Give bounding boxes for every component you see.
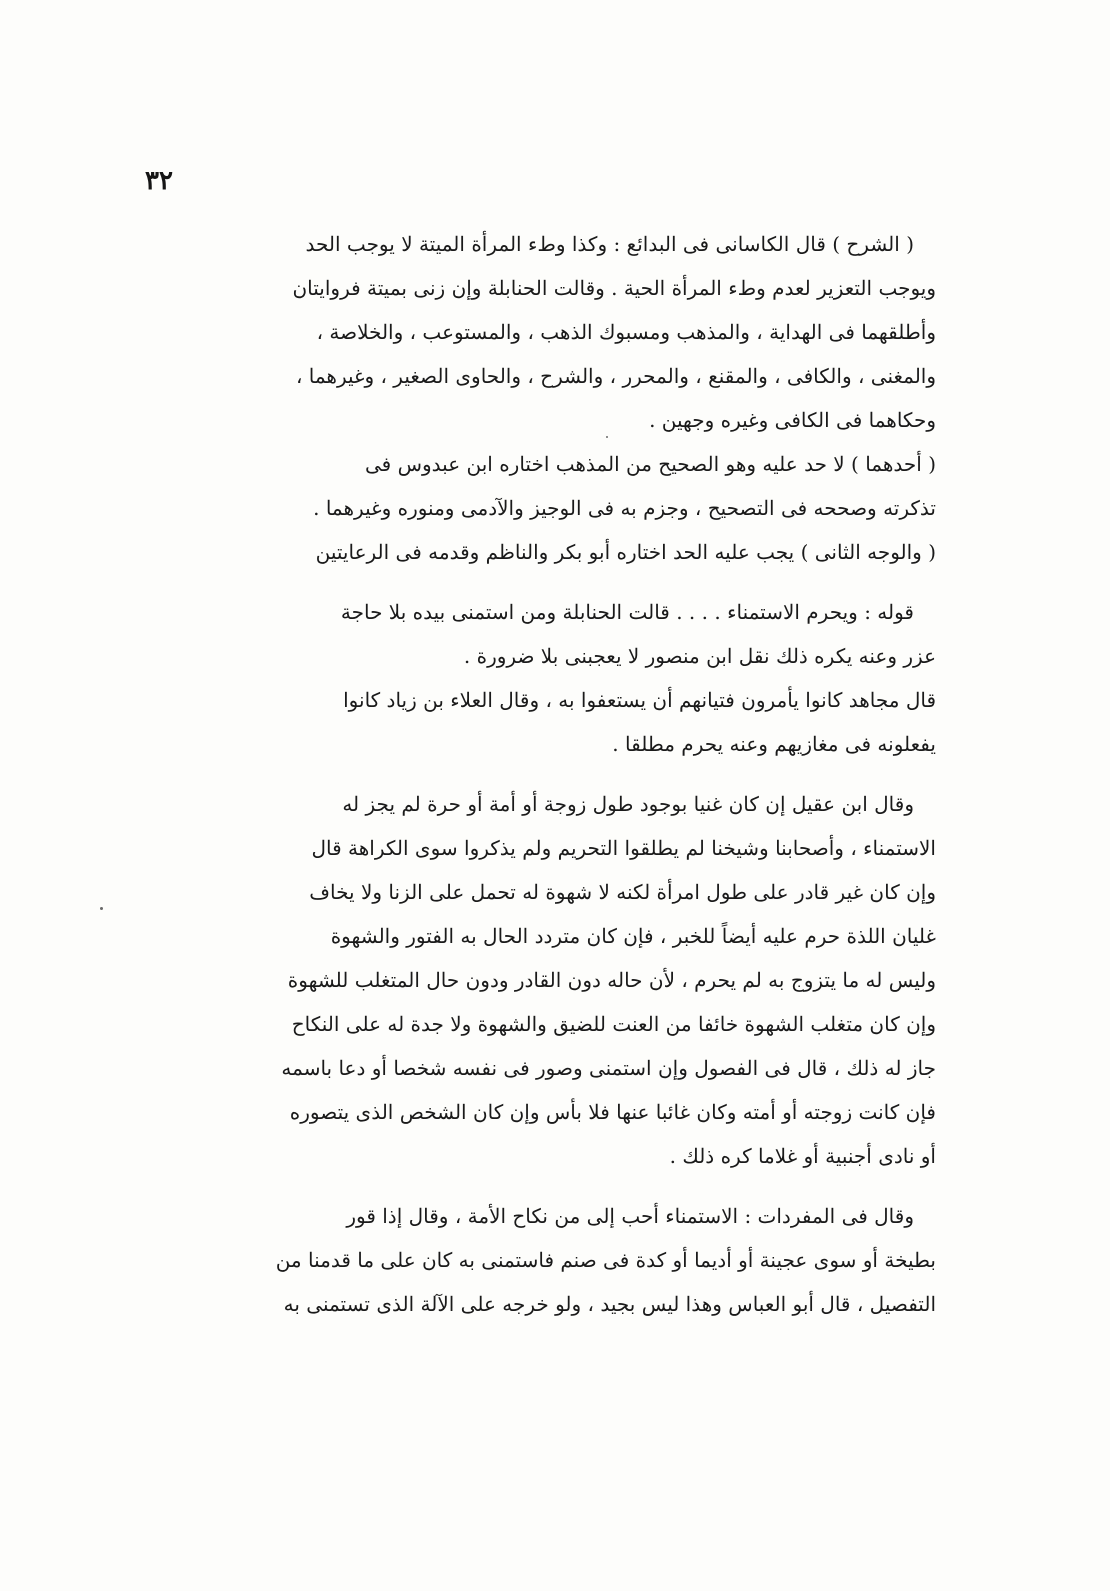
text-line: وإن كان غير قادر على طول امرأة لكنه لا شهوة له تحمل على الزنا ولا يخاف (309, 880, 936, 904)
text-line: غليان اللذة حرم عليه أيضاً للخبر ، فإن كان متردد الحال به الفتور والشهوة (330, 924, 936, 948)
text-line: وقال ابن عقيل إن كان غنيا بوجود طول زوجة أو أمة أو حرة لم يجز له (342, 792, 914, 816)
page-number: ٣٢ (145, 166, 173, 196)
text-line: ( والوجه الثانى ) يجب عليه الحد اختاره أبو بكر والناظم وقدمه فى الرعايتين (315, 540, 936, 564)
text-line: يفعلونه فى مغازيهم وعنه يحرم مطلقا . (612, 732, 936, 756)
text-line: أو نادى أجنبية أو غلاما كره ذلك . (669, 1144, 936, 1168)
text-line: قوله : ويحرم الاستمناء . . . . قالت الحنابلة ومن استمنى بيده بلا حاجة (340, 600, 914, 624)
text-line: وليس له ما يتزوج به لم يحرم ، لأن حاله دون القادر ودون حال المتغلب للشهوة (287, 968, 936, 992)
text-line: وحكاهما فى الكافى وغيره وجهين . (649, 408, 936, 432)
text-line: قال مجاهد كانوا يأمرون فتيانهم أن يستعفوا به ، وقال العلاء بن زياد كانوا (343, 688, 936, 712)
scan-speck (100, 907, 103, 910)
text-line: والمغنى ، والكافى ، والمقنع ، والمحرر ، والشرح ، والحاوى الصغير ، وغيرهما ، (295, 364, 936, 388)
text-line: فإن كانت زوجته أو أمته وكان غائبا عنها فلا بأس وإن كان الشخص الذى يتصوره (289, 1100, 936, 1124)
text-line: وإن كان متغلب الشهوة خائفا من العنت للضيق والشهوة ولا جدة له على النكاح (291, 1012, 936, 1036)
text-line: وقال فى المفردات : الاستمناء أحب إلى من نكاح الأمة ، وقال إذا قور (346, 1204, 914, 1228)
text-line: وأطلقهما فى الهداية ، والمذهب ومسبوك الذهب ، والمستوعب ، والخلاصة ، (316, 320, 936, 344)
text-line: ( أحدهما ) لا حد عليه وهو الصحيح من المذهب اختاره ابن عبدوس فى (365, 452, 936, 476)
text-line: ويوجب التعزير لعدم وطء المرأة الحية . وقالت الحنابلة وإن زنى بميتة فروايتان (292, 276, 936, 300)
text-line: الاستمناء ، وأصحابنا وشيخنا لم يطلقوا التحريم ولم يذكروا سوى الكراهة قال (311, 836, 936, 860)
text-line: ( الشرح ) قال الكاسانى فى البدائع : وكذا وطء المرأة الميتة لا يوجب الحد (305, 232, 914, 256)
body-text (178, 222, 936, 1326)
text-line: بطيخة أو سوى عجينة أو أديما أو كدة فى صنم فاستمنى به كان على ما قدمنا من (275, 1248, 936, 1272)
text-line: التفصيل ، قال أبو العباس وهذا ليس بجيد ، ولو خرجه على الآلة الذى تستمنى به (283, 1292, 936, 1316)
text-line: تذكرته وصححه فى التصحيح ، وجزم به فى الوجيز والآدمى ومنوره وغيرهما . (313, 496, 936, 520)
text-line: عزر وعنه يكره ذلك نقل ابن منصور لا يعجبنى بلا ضرورة . (463, 644, 936, 668)
scan-speck (606, 436, 608, 438)
text-line: جاز له ذلك ، قال فى الفصول وإن استمنى وصور فى نفسه شخصا أو دعا باسمه (281, 1056, 936, 1080)
